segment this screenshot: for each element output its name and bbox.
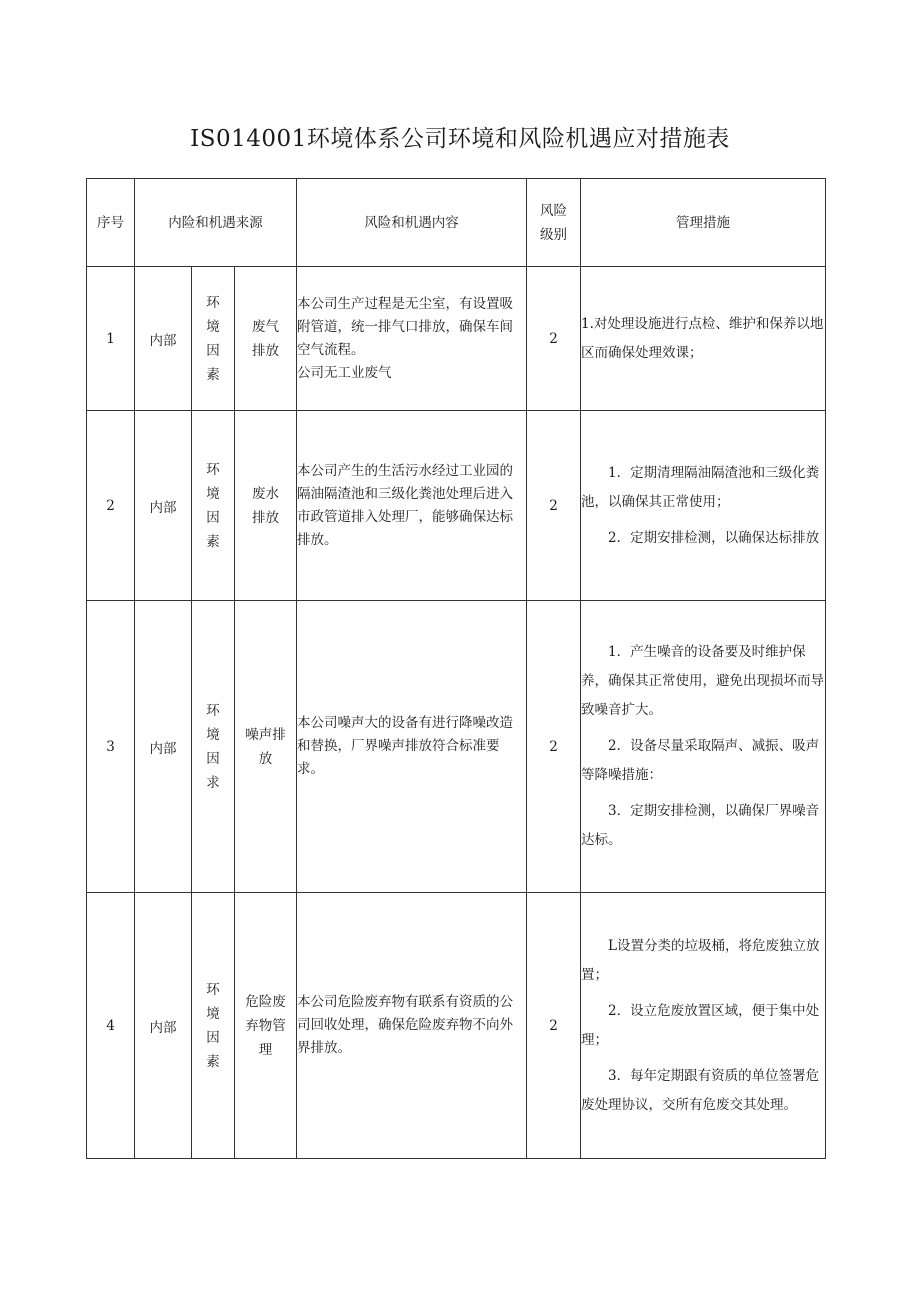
table-row [87, 411, 826, 601]
row-source: 内部 [135, 893, 192, 1159]
table-header-row [87, 179, 826, 267]
row-seq: 2 [87, 411, 135, 601]
header-measures: 管理措施 [581, 179, 826, 267]
row-source: 内部 [135, 267, 192, 411]
row-content: 本公司噪声大的设备有进行降噪改造和替换，厂界噪声排放符合标准要求。 [297, 601, 527, 893]
row-item: 危险废 弃物管 理 [235, 893, 297, 1159]
row-item: 废气 排放 [235, 267, 297, 411]
row-measures: 1．定期清理隔油隔渣池和三级化粪池，以确保其正常使用； 2．定期安排检测，以确保达标排放 [581, 411, 826, 601]
risk-opportunity-table [86, 178, 826, 1159]
row-seq: 3 [87, 601, 135, 893]
row-content: 本公司生产过程是无尘室，有设置吸附管道，统一排气口排放，确保车间空气流程。 公司无工业废气 [297, 267, 527, 411]
header-source: 内险和机遇来源 [135, 179, 297, 267]
table-row [87, 267, 826, 411]
row-factor: 环 境 因 素 [192, 411, 235, 601]
header-level: 风险 级别 [527, 179, 581, 267]
row-source: 内部 [135, 411, 192, 601]
row-seq: 1 [87, 267, 135, 411]
row-item: 噪声排 放 [235, 601, 297, 893]
page-title: IS014001环境体系公司环境和风险机遇应对措施表 [190, 126, 730, 152]
row-level: 2 [527, 893, 581, 1159]
row-factor: 环 境 因 素 [192, 893, 235, 1159]
row-source: 内部 [135, 601, 192, 893]
row-factor: 环 境 因 求 [192, 601, 235, 893]
header-content: 风险和机遇内容 [297, 179, 527, 267]
row-measures: L设置分类的垃圾桶，将危废独立放置； 2．设立危废放置区域，便于集中处理； 3．每年定期跟有资质的单位签署危废处理协议，交所有危废交其处理。 [581, 893, 826, 1159]
row-factor: 环 境 因 素 [192, 267, 235, 411]
row-level: 2 [527, 267, 581, 411]
table-row [87, 601, 826, 893]
table-row [87, 893, 826, 1159]
row-level: 2 [527, 411, 581, 601]
row-seq: 4 [87, 893, 135, 1159]
row-measures: 1.对处理设施进行点检、维护和保养以地区而确保处理效课； [581, 267, 826, 411]
header-seq: 序号 [87, 179, 135, 267]
row-level: 2 [527, 601, 581, 893]
row-content: 本公司产生的生活污水经过工业园的隔油隔渣池和三级化粪池处理后进入市政管道排入处理厂，能够确保达标排放。 [297, 411, 527, 601]
row-content: 本公司危险废弃物有联系有资质的公司回收处理，确保危险废弃物不向外界排放。 [297, 893, 527, 1159]
row-item: 废水 排放 [235, 411, 297, 601]
row-measures: 1．产生噪音的设备要及时维护保养，确保其正常使用，避免出现损坏而导致噪音扩大。 2．设备尽量采取隔声、减振、吸声等降噪措施： 3．定期安排检测，以确保厂界噪音达标。 [581, 601, 826, 893]
